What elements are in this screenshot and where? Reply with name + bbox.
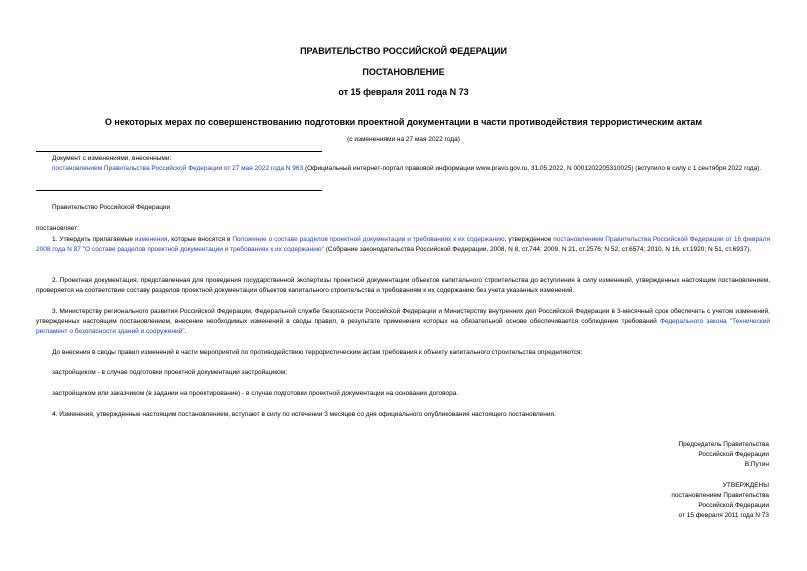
top-divider — [36, 151, 322, 152]
approved-line-2: постановлением Правительства — [671, 492, 769, 499]
p1-text-a: 1. Утвердить прилагаемые — [52, 236, 135, 243]
approved-line-1: УТВЕРЖДЕНЫ — [722, 482, 769, 489]
paragraph-7: 4. Изменения, утвержденные настоящим постановлением, вступают в силу по истечении 3 месяцев со дня официального опубликования настоящего постановления. — [52, 411, 556, 418]
federal-law-link[interactable]: Федерального закона "Технический регламент о безопасности зданий и сооружений" — [36, 318, 771, 335]
changes-link[interactable]: изменения — [134, 236, 168, 243]
government-heading: ПРАВИТЕЛЬСТВО РОССИЙСКОЙ ФЕДЕРАЦИИ — [300, 46, 507, 56]
changes-intro — [36, 154, 770, 164]
approved-block — [520, 481, 769, 521]
regulation-link[interactable]: Положение о составе разделов проектной документации и требованиях к их содержанию — [232, 236, 505, 243]
bottom-divider — [36, 190, 322, 191]
p1-text-d: (Собрание законодательства Российской Федерации, 2008, N 8, ст.744; 2009, N 21, ст.2576; N 52, ст.6574; 2010, N 16, ст.1920; N 51, ст.6937). — [323, 246, 752, 253]
paragraph-6: застройщиком или заказчиком (в задании на проектирование) - в случае подготовки проектной документации на основании договора. — [52, 390, 459, 397]
amendment-link[interactable]: постановлением Правительства Российской Федерации от 27 мая 2022 года N 963 — [52, 165, 304, 172]
signature-line-2: Российской Федерации — [698, 451, 769, 458]
approved-line-4: от 15 февраля 2011 года N 73 — [678, 512, 769, 519]
paragraph-3 — [36, 307, 770, 337]
p1-text-c: , утвержденное — [504, 236, 554, 243]
doc-type-heading: ПОСТАНОВЛЕНИЕ — [362, 67, 445, 77]
government-line: Правительство Российской Федерации — [52, 204, 171, 211]
paragraph-5: застройщиком - в случае подготовки проектной документации застройщиком; — [52, 369, 288, 376]
signature-line-1: Председатель Правительства — [678, 441, 769, 448]
resolution-87-link[interactable]: постановлением Правительства Российской Федерации от 16 февраля 2008 года N 87 "О составе разделов проектной документации и требованиях к их содержанию" — [36, 236, 770, 253]
paragraph-1 — [36, 235, 770, 255]
amendment-note: (с изменениями на 27 мая 2022 года) — [347, 136, 460, 143]
resolves-line: постановляет: — [36, 225, 79, 232]
signature-line-3: В.Путин — [744, 461, 769, 468]
paragraph-4: До внесения в своды правил изменений в части мероприятий по противодействию террористическим актам требования к объекту капитального строительства определяются: — [52, 349, 583, 356]
changes-paragraph — [36, 164, 770, 174]
p3-text-b: . — [184, 328, 187, 335]
doc-date-heading: от 15 февраля 2011 года N 73 — [338, 87, 469, 97]
signature-block — [520, 440, 769, 470]
p3-text-a: 3. Министерству регионального развития Российской Федерации, Федеральной службе безопасности Российской Федерации и Министерству внутренних дел Российской Федерации в 3-месячный срок обеспечить с учетом изменений, утвержденных настоящим постановлением, внесение необходимых изменений в своды правил, в результате применения которых на обязательной основе обеспечивается соблюдение требований — [36, 308, 770, 325]
paragraph-2: 2. Проектная документация, представленная для проведения государственной экспертизы проектной документации объектов капитального строительства до вступления в силу изменений, утвержденных настоящим постановлением, проверяется на соответствие составу разделов проектной документации объектов капитального строительства и требованиям к их содержанию без учета указанных изменений. — [36, 277, 770, 294]
document-title: О некоторых мерах по совершенствованию подготовки проектной документации в части противодействия террористическим актам — [104, 117, 703, 127]
changes-intro-text: Документ с изменениями, внесенными: — [52, 155, 172, 162]
approved-line-3: Российской Федерации — [698, 502, 769, 509]
changes-rest: (Официальный интернет-портал правовой информации www.pravo.gov.ru, 31.05.2022, N 0001202205310025) (вступило в силу с 1 сентября 2022 года). — [303, 165, 762, 172]
p1-text-b: , которые вносятся в — [167, 236, 233, 243]
